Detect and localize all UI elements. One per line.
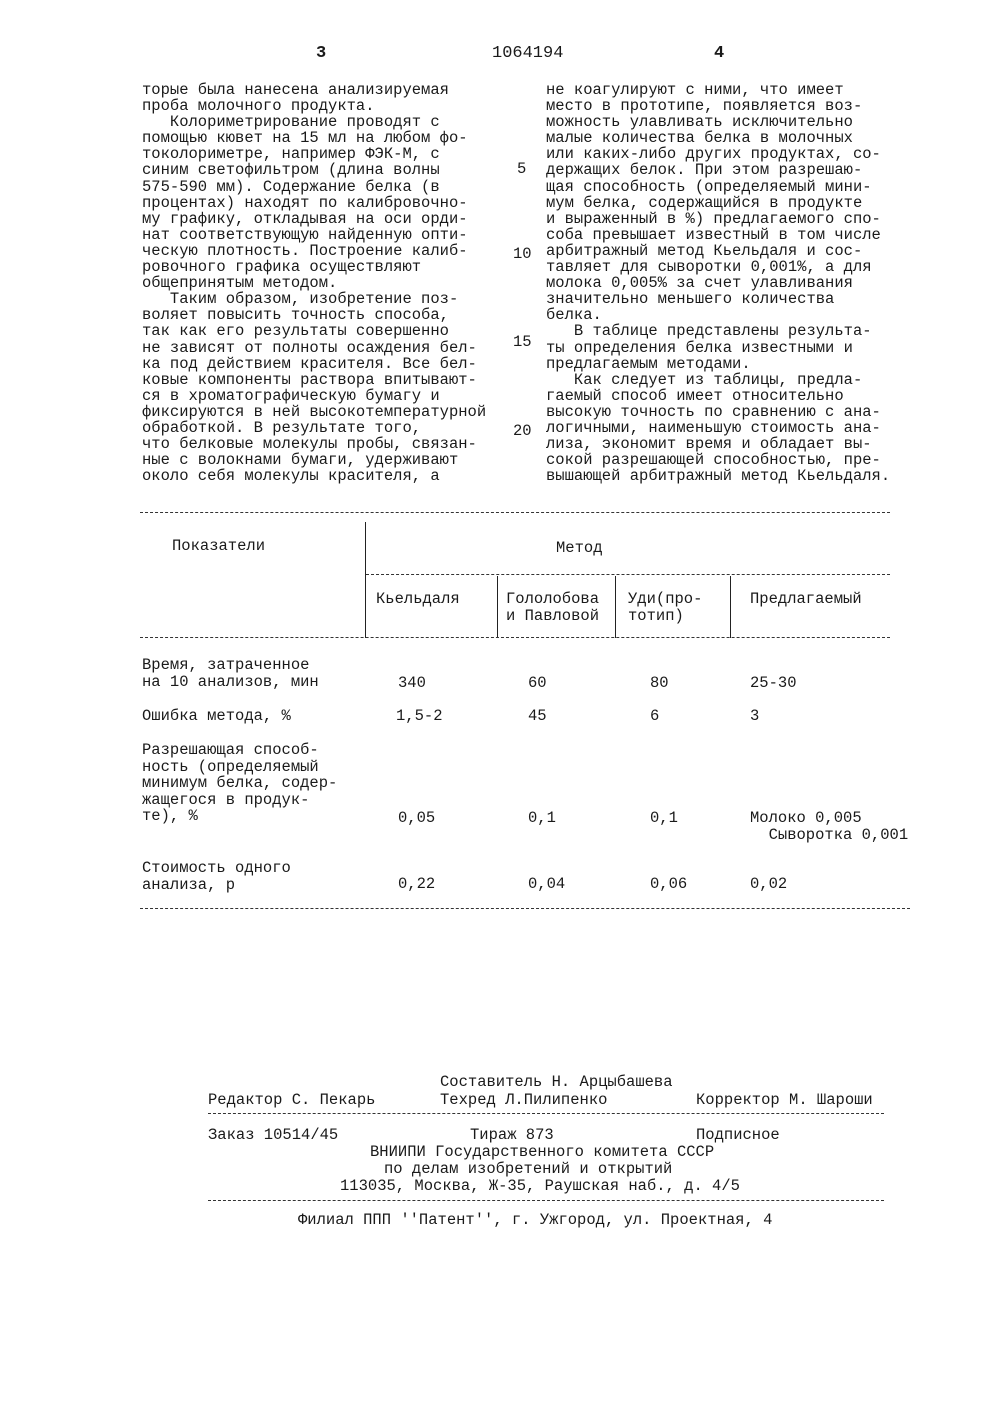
text-line: не зависят от полноты осаждения бел- [142, 338, 477, 357]
table-header-kjeldahl: Кьельдаля [376, 590, 460, 608]
text-line: ровочного графика осуществляют [142, 258, 422, 277]
table-cell-resolution-kjeldahl: 0,05 [398, 809, 436, 827]
table-cell-cost-proposed: 0,02 [750, 875, 788, 893]
text-line: Как следует из таблицы, предла- [546, 370, 863, 389]
text-line: Таким образом, изобретение поз- [142, 290, 459, 309]
text-line: фиксируются в ней высокотемпературной [142, 402, 487, 421]
footer-editor: Редактор С. Пекарь [208, 1091, 376, 1109]
table-top-rule [140, 512, 890, 513]
table-cell-resolution-proposed: Молоко 0,005 Сыворотка 0,001 [750, 809, 909, 844]
table-cell-cost-udi: 0,06 [650, 875, 688, 893]
table-vertical-rule-main [365, 522, 366, 638]
text-line: ты определения белка известными и [546, 338, 853, 357]
text-line: что белковые молекулы пробы, связан- [142, 435, 477, 454]
text-line: ческую плотность. Построение калиб- [142, 241, 468, 260]
table-cell-time-gololobova: 60 [528, 674, 547, 692]
text-line: малые количества белка в молочных [546, 129, 853, 148]
table-row-label-resolution: Разрешающая способ- ность (определяемый минимум белка, содер- жащегося в продук- те), % [142, 741, 338, 825]
table-cell-error-kjeldahl: 1,5-2 [396, 707, 443, 725]
page-number-left: 3 [316, 44, 327, 63]
text-line: му графику, откладывая на оси орди- [142, 209, 468, 228]
text-line: гаемый способ имеет относительно [546, 386, 844, 405]
line-number-15: 15 [513, 333, 532, 351]
text-line: арбитражный метод Кьельдаля и сос- [546, 241, 863, 260]
text-line: нат соответствующую найденную опти- [142, 225, 468, 244]
table-row-label-cost: Стоимость одного анализа, р [142, 859, 291, 894]
text-line: лиза, экономит время и обладает вы- [546, 435, 872, 454]
text-line: или каких-либо других продуктах, со- [546, 145, 881, 164]
text-line: белка. [546, 306, 602, 325]
table-cell-cost-gololobova: 0,04 [528, 875, 566, 893]
table-cell-error-udi: 6 [650, 707, 660, 725]
footer-composer: Составитель Н. Арцыбашева [440, 1073, 673, 1091]
text-line: предлагаемым методами. [546, 354, 751, 373]
table-vertical-rule-2 [497, 576, 498, 638]
text-line: логичными, наименьшую стоимость ана- [546, 418, 881, 437]
table-cell-error-gololobova: 45 [528, 707, 547, 725]
right-text-column [546, 82, 890, 484]
table-cell-time-kjeldahl: 340 [398, 674, 426, 692]
text-line: процентах) находят по калибровочно- [142, 193, 468, 212]
table-header-proposed: Предлагаемый [750, 590, 862, 608]
text-line: общепринятым методом. [142, 274, 338, 293]
text-line: не коагулируют с ними, что имеет [546, 81, 844, 99]
text-line: щая способность (определяемый мини- [546, 177, 872, 196]
text-line: ковые компоненты раствора впитывают- [142, 370, 477, 389]
text-line: вышающей арбитражный метод Кьельдаля. [546, 467, 891, 486]
text-line: высокую точность по сравнению с ана- [546, 402, 881, 421]
footer-corrector: Корректор М. Шароши [696, 1091, 873, 1109]
left-text-column [142, 82, 486, 484]
footer-order: Заказ 10514/45 [208, 1126, 339, 1144]
table-vertical-rule-3 [615, 576, 616, 638]
table-header-method: Метод [556, 539, 603, 557]
page-number-right: 4 [714, 44, 725, 63]
table-header-bottom-rule [140, 637, 890, 638]
text-line: мум белка, содержащийся в продукте [546, 193, 863, 212]
footer-subscription: Подписное [696, 1126, 780, 1144]
table-vertical-rule-4 [730, 576, 731, 638]
footer-branch: Филиал ППП ''Патент'', г. Ужгород, ул. Проектная, 4 [298, 1211, 773, 1229]
text-line: молока 0,005% за счет улавливания [546, 274, 853, 293]
text-line: сокой разрешающей способностью, пре- [546, 451, 881, 470]
footer-rule-1 [208, 1113, 884, 1114]
table-row-label-error: Ошибка метода, % [142, 707, 291, 725]
table-row-label-time: Время, затраченное на 10 анализов, мин [142, 656, 319, 691]
table-cell-cost-kjeldahl: 0,22 [398, 875, 436, 893]
line-number-5: 5 [517, 160, 527, 178]
line-number-10: 10 [513, 245, 532, 263]
table-bottom-rule [140, 908, 910, 909]
text-line: 575-590 мм). Содержание белка (в [142, 177, 440, 196]
text-line: Колориметрирование проводят с [142, 113, 440, 132]
table-header-gololobova: Гололобова и Павловой [506, 590, 600, 625]
table-cell-resolution-gololobova: 0,1 [528, 809, 556, 827]
text-line: соба превышает известный в том числе [546, 225, 881, 244]
table-cell-time-udi: 80 [650, 674, 669, 692]
text-line: токолориметре, например ФЭК-М, с [142, 145, 440, 164]
footer-tech-editor: Техред Л.Пилипенко [440, 1091, 608, 1109]
text-line: ные с волокнами бумаги, удерживают [142, 451, 459, 470]
text-line: ка под действием красителя. Все бел- [142, 354, 477, 373]
text-line: место в прототипе, появляется воз- [546, 97, 863, 116]
text-line: В таблице представлены результа- [546, 322, 872, 341]
table-cell-error-proposed: 3 [750, 707, 760, 725]
text-line: обработкой. В результате того, [142, 418, 422, 437]
text-line: и выраженный в %) предлагаемого спо- [546, 209, 881, 228]
footer-address: 113035, Москва, Ж-35, Раушская наб., д. 4/5 [340, 1177, 740, 1195]
table-header-udi: Уди(про- тотип) [628, 590, 703, 625]
patent-number: 1064194 [492, 44, 564, 63]
text-line: тавляет для сыворотки 0,001%, а для [546, 258, 872, 277]
text-line: около себя молекулы красителя, а [142, 467, 440, 486]
table-cell-resolution-udi: 0,1 [650, 809, 678, 827]
text-line: значительно меньшего количества [546, 290, 835, 309]
footer-org-line2: по делам изобретений и открытий [384, 1160, 673, 1178]
table-cell-time-proposed: 25-30 [750, 674, 797, 692]
footer-org-line1: ВНИИПИ Государственного комитета СССР [370, 1143, 715, 1161]
footer-circulation: Тираж 873 [470, 1126, 554, 1144]
text-line: проба молочного продукта. [142, 97, 375, 116]
text-line: можность улавливать исключительно [546, 113, 853, 132]
text-line: так как его результаты совершенно [142, 322, 449, 341]
table-header-indicators: Показатели [172, 537, 266, 555]
text-line: воляет повысить точность способа, [142, 306, 449, 325]
line-number-20: 20 [513, 422, 532, 440]
method-header-rule [366, 574, 890, 575]
text-line: помощью кювет на 15 мл на любом фо- [142, 129, 468, 148]
footer-rule-2 [208, 1200, 884, 1201]
text-line: торые была нанесена анализируемая [142, 81, 449, 99]
text-line: ся в хроматографическую бумагу и [142, 386, 440, 405]
text-line: синим светофильтром (длина волны [142, 161, 440, 180]
text-line: держащих белок. При этом разрешаю- [546, 161, 863, 180]
